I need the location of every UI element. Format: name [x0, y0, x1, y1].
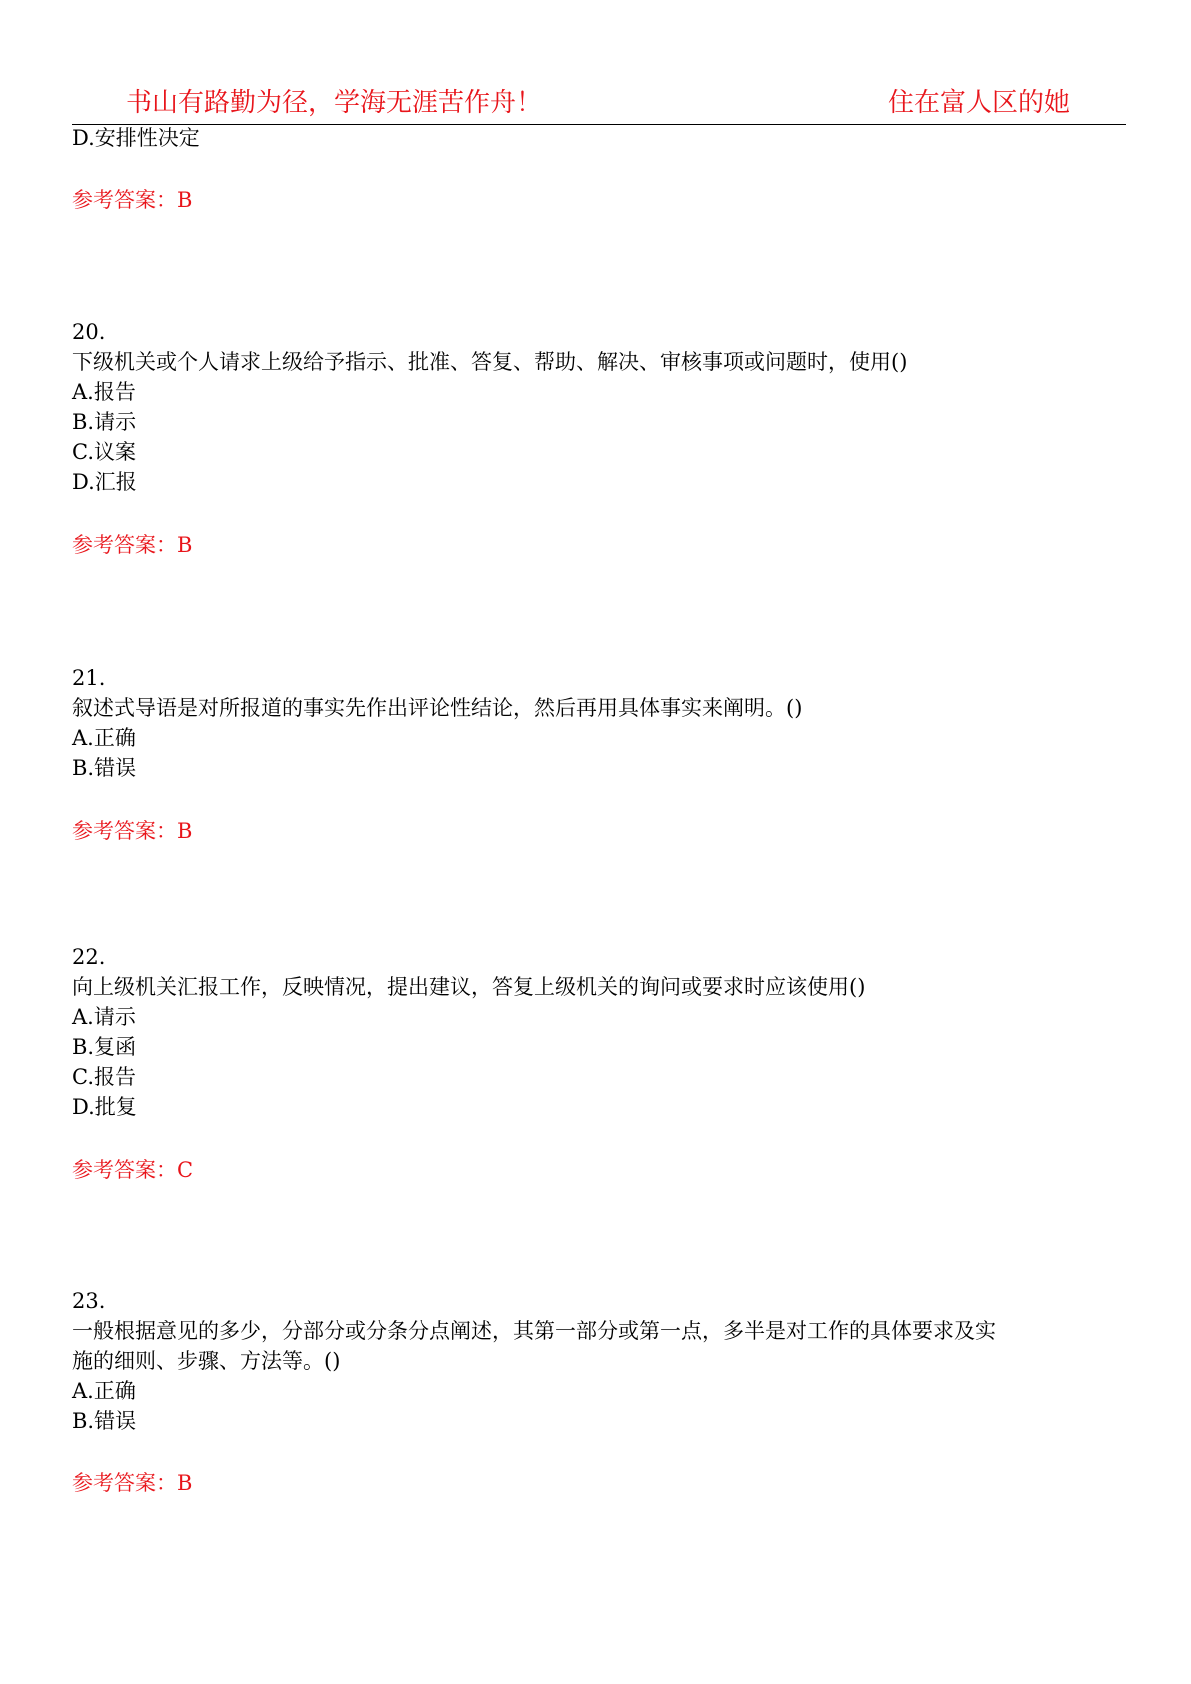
question-number: 20.: [72, 320, 106, 344]
question-stem: 向上级机关汇报工作，反映情况，提出建议，答复上级机关的询问或要求时应该使用(): [72, 975, 866, 999]
question-number: 21.: [72, 666, 106, 690]
option-a: A.正确: [72, 726, 136, 750]
question-number: 23.: [72, 1289, 106, 1313]
answer-line: 参考答案：B: [72, 188, 193, 212]
option-c: C.议案: [72, 440, 136, 464]
question-stem-continued: 施的细则、步骤、方法等。(): [72, 1349, 341, 1373]
answer-line: 参考答案：B: [72, 1471, 193, 1495]
page-header: [72, 78, 1126, 125]
header-motto: 书山有路勤为径，学海无涯苦作舟！: [126, 88, 543, 118]
option-b: B.请示: [72, 410, 137, 434]
answer-line: 参考答案：B: [72, 819, 193, 843]
option-a: A.请示: [72, 1005, 136, 1029]
option-d: D.安排性决定: [72, 126, 200, 150]
option-d: D.汇报: [72, 470, 137, 494]
answer-line: 参考答案：B: [72, 533, 193, 557]
option-b: B.错误: [72, 1409, 137, 1433]
option-c: C.报告: [72, 1065, 136, 1089]
option-b: B.错误: [72, 756, 137, 780]
question-stem: 下级机关或个人请求上级给予指示、批准、答复、帮助、解决、审核事项或问题时，使用(): [72, 350, 908, 374]
option-b: B.复函: [72, 1035, 137, 1059]
answer-line: 参考答案：C: [72, 1158, 194, 1182]
header-author: 住在富人区的她: [887, 88, 1070, 118]
option-d: D.批复: [72, 1095, 137, 1119]
question-stem: 一般根据意见的多少，分部分或分条分点阐述，其第一部分或第一点，多半是对工作的具体要求及实: [72, 1319, 996, 1343]
option-a: A.报告: [72, 380, 136, 404]
question-stem: 叙述式导语是对所报道的事实先作出评论性结论，然后再用具体事实来阐明。(): [72, 696, 803, 720]
question-number: 22.: [72, 945, 106, 969]
option-a: A.正确: [72, 1379, 136, 1403]
